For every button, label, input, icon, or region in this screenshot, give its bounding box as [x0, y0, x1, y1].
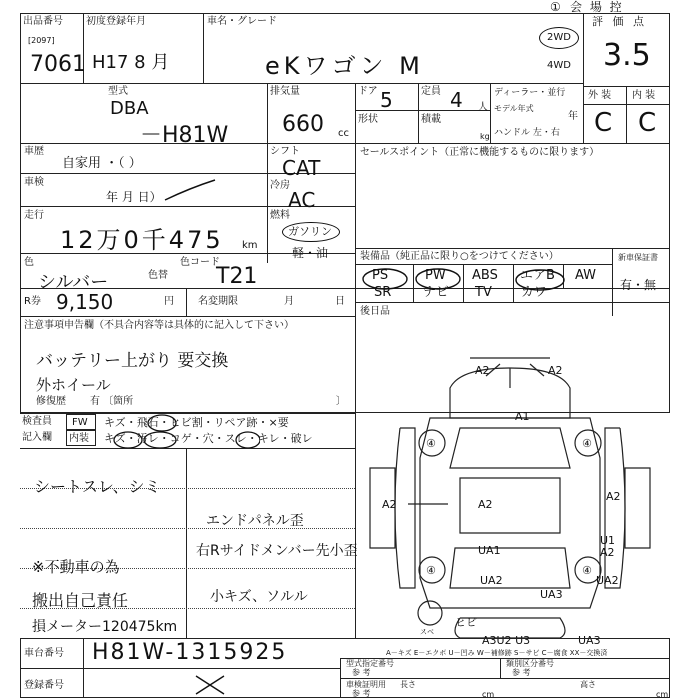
inspector-tag1: FW: [72, 417, 88, 428]
score-value: 3.5: [603, 38, 651, 73]
day-unit: 日: [335, 296, 345, 307]
shift-label: シフト: [270, 146, 300, 157]
color-value: シルバー: [38, 272, 109, 293]
mark-bumper-right: UA3: [578, 634, 601, 647]
type-approval-ref: 参 考: [352, 668, 371, 677]
equip-airbag: エアB: [520, 268, 555, 283]
height-label: 高さ: [580, 680, 596, 689]
shape-label: 形状: [358, 114, 378, 125]
equip-abs: ABS: [472, 268, 498, 283]
mark-left-side: A2: [382, 498, 397, 511]
repair-label: 修復歴: [36, 396, 66, 407]
ext-label: 外 装: [588, 90, 612, 101]
mark-rear-ua3: UA3: [540, 588, 563, 601]
mark-front-right: A2: [548, 364, 563, 377]
inspector-row2: キズ・汚レ・コゲ・穴・スレ・キレ・破レ: [104, 432, 313, 445]
notes-line1: バッテリー上がり 要交換: [36, 351, 229, 371]
use-value: 自家用 ・（ ）: [62, 156, 142, 171]
remark-left1: シートスレ、シミ: [34, 477, 161, 496]
remark-mid1: エンドパネル歪: [206, 513, 304, 529]
mark-rear-door: UA2: [480, 574, 503, 587]
mark-hood: A1: [515, 410, 530, 423]
colorcode-label: 色コード: [180, 257, 220, 268]
remark-left2: ※不動車の為: [32, 558, 120, 576]
score-label: 評 価 点: [592, 15, 647, 28]
door-label: ドア: [358, 86, 378, 97]
remark-left4: 損メーター120475km: [32, 619, 178, 635]
warranty-title: 新車保証書: [618, 253, 658, 262]
sales-title: セールスポイント（正常に機能するものに限ります）: [360, 147, 600, 158]
inspector-row1: キズ・飛石・ヒビ割・リペア跡・×要: [104, 416, 289, 429]
disp-unit: cc: [338, 128, 349, 139]
length-label: 長さ: [400, 680, 416, 689]
mark-wheel-rr: ④: [582, 564, 592, 577]
model-value-2: －H81W: [140, 123, 229, 148]
namechange-label: 名変期限: [198, 296, 238, 307]
later-title: 後日品: [360, 306, 390, 317]
equip-title: 装備品（純正品に限り○をつけてください）: [360, 251, 559, 262]
mark-crack: ヒビ: [455, 616, 477, 629]
inspector-label2: 記入欄: [22, 432, 52, 443]
legend: A－キズ E－エクボ U－凹み W－補修跡 S－サビ C－腐食 XX－交換済: [386, 649, 608, 657]
door-value: 5: [380, 88, 393, 112]
class-ref: 参 考: [512, 668, 531, 677]
fuel-value-1: ガソリン: [288, 225, 332, 238]
dealer-label: ディーラー・並行: [494, 88, 566, 98]
name-value: eKワゴン M: [265, 52, 424, 80]
length-cm: cm: [482, 690, 495, 699]
fuel-circle: [282, 222, 340, 242]
notes-title: 注意事項申告欄（不具合内容等は具体的に記入して下さい）: [24, 320, 294, 331]
model-value-1: DBA: [110, 98, 149, 119]
inspector-label1: 検査員: [22, 416, 52, 427]
mark-wheel-fr: ④: [582, 437, 592, 450]
equip-kawa: カワ: [521, 285, 548, 300]
repair-value: 有 〔箇所: [90, 396, 134, 407]
mark-right-u1: U1: [600, 534, 616, 547]
auction-sheet: [20, 0, 670, 699]
inspector-tag2: 内装: [69, 433, 89, 444]
chassis-value: H81W-1315925: [92, 640, 288, 665]
fuel-label: 燃料: [270, 210, 290, 221]
mark-wheel-fl: ④: [426, 437, 436, 450]
colorcode-value: T21: [216, 264, 258, 289]
mark-front-left: A2: [475, 364, 490, 377]
reg-label: 登録番号: [24, 680, 64, 691]
handle-label: ハンドル 左・右: [494, 128, 560, 138]
mileage-value: 12万0千475: [60, 226, 224, 254]
year-unit: 年: [568, 111, 578, 122]
warranty-value: 有・無: [620, 278, 657, 292]
top-right-label: 会 場 控: [570, 0, 624, 14]
lot-label: 出品番号: [23, 16, 63, 27]
equip-ps: PS: [372, 268, 389, 283]
first-reg-value: H17 8 月: [92, 52, 170, 73]
remark-left3: 搬出自己責任: [32, 591, 129, 610]
cert-label: 車検証明用: [346, 680, 386, 689]
inspect-label: 車検: [24, 177, 44, 188]
inspect-strike: [160, 178, 220, 204]
drive-2wd: 2WD: [547, 32, 571, 43]
lot-number: 7061: [30, 52, 86, 77]
fuel-value-2: 軽・油: [292, 246, 329, 260]
int-label: 内 装: [632, 90, 656, 101]
lot-sub: [2097]: [28, 36, 55, 45]
car-diagram: [360, 348, 670, 648]
recycle-unit: 円: [164, 296, 174, 307]
recycle-value: 9,150: [56, 290, 114, 314]
seat-value: 4: [450, 88, 463, 112]
equip-sr: SR: [374, 285, 392, 300]
shift-value: CAT: [282, 156, 321, 180]
cert-ref: 参 考: [352, 689, 371, 698]
class-label: 類別区分番号: [506, 659, 554, 668]
colorno-label: 色替: [148, 270, 168, 281]
use-label: 車歴: [24, 146, 44, 157]
month-unit: 月: [284, 296, 294, 307]
type-approval-label: 型式指定番号: [346, 659, 394, 668]
remark-mid2: 右Rサイドメンバー先小歪: [196, 543, 358, 559]
color-label: 色: [24, 257, 34, 268]
notes-line2: 外ホイール: [36, 376, 111, 394]
height-cm: cm: [656, 690, 669, 699]
reg-strike: [190, 670, 230, 698]
model-label: 型式: [108, 86, 128, 97]
remark-mid3: 小キズ、ソルル: [210, 589, 308, 605]
name-label: 車名・グレード: [207, 16, 277, 27]
ext-value: C: [594, 108, 613, 138]
top-right-num: ①: [550, 0, 561, 14]
mark-ua1: UA1: [478, 544, 501, 557]
modelyear-label: モデル年式: [494, 104, 534, 113]
repair-close: 〕: [336, 396, 346, 407]
disp-label: 排気量: [270, 86, 300, 97]
disp-value: 660: [282, 112, 324, 137]
mark-right-a2: A2: [600, 546, 615, 559]
int-value: C: [638, 108, 657, 138]
recycle-label: R券: [24, 296, 41, 307]
drive-circle: [539, 27, 579, 49]
ac-value: AC: [288, 188, 316, 212]
chassis-label: 車台番号: [24, 648, 64, 659]
seat-unit: 人: [478, 102, 488, 113]
mark-roof: A2: [478, 498, 493, 511]
equip-circles: [355, 264, 615, 304]
mileage-label: 走行: [24, 210, 44, 221]
mark-rear-right: UA2: [596, 574, 619, 587]
equip-navi: ナビ: [423, 285, 450, 300]
mark-bumper: A3U2 U3: [482, 634, 531, 647]
equip-aw: AW: [575, 268, 597, 283]
equip-pw: PW: [425, 268, 446, 283]
mark-right-side: A2: [606, 490, 621, 503]
load-label: 積載: [421, 114, 441, 125]
equip-tv: TV: [475, 285, 492, 300]
ac-label: 冷房: [270, 180, 290, 191]
mark-spare: スベ: [420, 628, 434, 636]
mark-wheel-rl: ④: [426, 564, 436, 577]
inspector-circles: [100, 413, 260, 449]
first-reg-label: 初度登録年月: [86, 16, 146, 27]
drive-4wd: 4WD: [547, 60, 571, 71]
seat-label: 定員: [421, 86, 441, 97]
inspect-value: 年 月 日）: [106, 190, 162, 204]
load-unit: kg: [480, 132, 490, 141]
mileage-unit: km: [242, 240, 258, 251]
